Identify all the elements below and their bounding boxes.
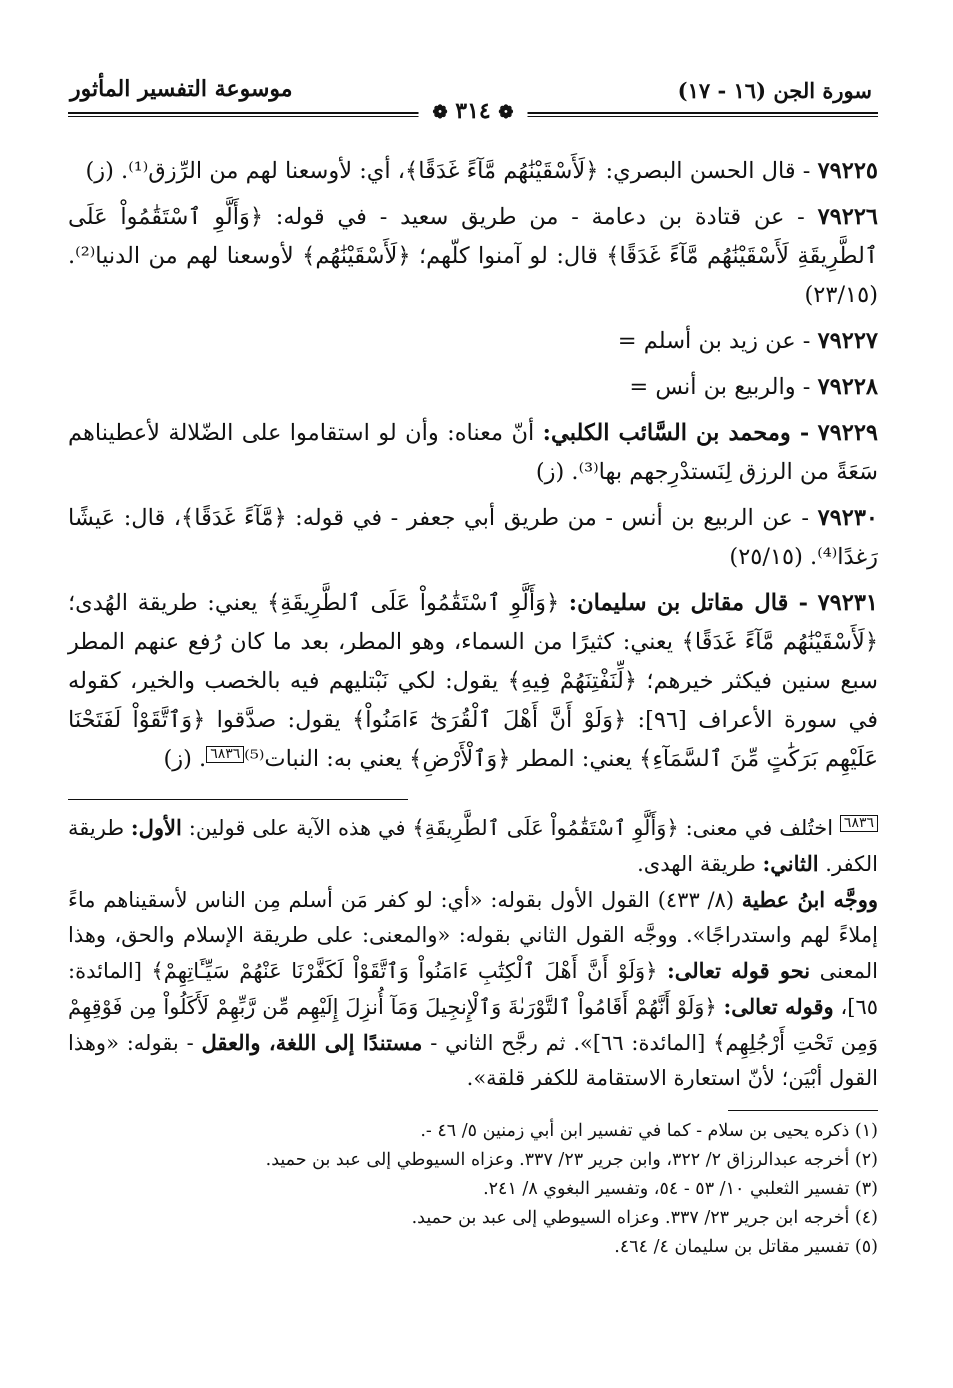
footnote-2: (٢) أخرجه عبدالرزاق ٢/ ٣٢٢، وابن جرير ٢٣/ ٣٣٧. وعزاه السيوطي إلى عبد بن حميد. bbox=[265, 1150, 878, 1170]
note-text: - بقوله: «وهذا القول أبْيَن؛ لأنّ استعارة الاستقامة للكفر قلقة». bbox=[68, 1031, 878, 1090]
ornament-icon: ❁ bbox=[498, 102, 514, 123]
entry-number: ٧٩٢٢٧ bbox=[817, 328, 878, 354]
page-number: ٣١٤ bbox=[455, 98, 491, 124]
note-text: ﴿وَلَوْ أَنَّ أَهْلَ ٱلْكِتَٰبِ ءَامَنُواْ وَٱتَّقَوْاْ لَكَفَّرْنَا عَنْهُمْ سَيِّـَٔاتِهِمْ﴾ [المائدة: ٦٥]، bbox=[68, 959, 878, 1019]
note-label-second: الثاني: bbox=[762, 851, 819, 876]
note-text: ﴿وَلَوْ أَنَّهُمْ أَقَامُواْ ٱلتَّوْرَىٰةَ وَٱلْإِنجِيلَ وَمَآ أُنزِلَ إِلَيْهِم مِّن رَّبِّهِمْ لَأَكَلُواْ مِن فَوْقِهِمْ وَمِن تَحْتِ أَرْجُلِهِم﴾ [المائدة: ٦٦]». ثم رجَّح الثاني - bbox=[68, 995, 878, 1055]
entry-text: - عن زيد بن أسلم = bbox=[617, 328, 811, 354]
note-paragraph-2 bbox=[68, 882, 878, 1096]
narrator-name: - قال مقاتل بن سليمان: bbox=[568, 590, 808, 616]
page-header bbox=[68, 72, 878, 130]
note-bold: وقوله تعالى: bbox=[723, 994, 834, 1019]
footnote-3: (٣) تفسير الثعلبي ١٠/ ٥٣ - ٥٤، وتفسير البغوي ٨/ ٢٤١. bbox=[483, 1179, 878, 1199]
page-number-block bbox=[419, 98, 528, 124]
ornament-icon: ❁ bbox=[432, 102, 448, 123]
note-text: اختُلف في معنى: ﴿وَأَلَّوِ ٱسْتَقَٰمُواْ عَلَى ٱلطَّرِيقَةِ﴾ في هذه الآية على قولين: bbox=[181, 816, 840, 840]
note-text: طريقة الهدى. bbox=[637, 852, 763, 876]
entry-number: ٧٩٢٢٩ bbox=[817, 420, 879, 446]
surah-title: سورة الجن (١٦ - ١٧) bbox=[677, 78, 872, 103]
commentary-note bbox=[68, 810, 878, 1096]
entry-number: ٧٩٢٢٨ bbox=[817, 374, 878, 400]
entry-79231 bbox=[68, 584, 878, 779]
footnote-5: (٥) تفسير مقاتل بن سليمان ٤/ ٤٦٤. bbox=[614, 1237, 878, 1257]
entry-number: ٧٩٢٢٦ bbox=[817, 204, 878, 230]
note-label-first: الأول: bbox=[130, 815, 182, 840]
entry-79225 bbox=[68, 152, 878, 191]
note-bold: مستندًا إلى اللغة، والعقل bbox=[201, 1030, 423, 1055]
entry-text: - عن الربيع بن أنس - من طريق أبي جعفر - في قوله: ﴿مَّآءً غَدَقًا﴾، قال: عَيشًا رَغدًا⁽⁴⁾. (٢٥/١٥) bbox=[68, 505, 878, 570]
note-ref-box: ٦٨٣٦ bbox=[840, 815, 878, 832]
entry-text: - والربيع بن أنس = bbox=[629, 374, 811, 400]
note-text: (٨/ ٤٣٣) القول الأول بقوله: «أي: لو كفر مَن أسلم مِن الناس لأسقيناهم ماءً إملاءً لهم واستدراجًا». ووجَّه القول الثاني بقوله: «والمعنى: على طريقة الإسلام والحق، وهذا المعنى bbox=[68, 888, 878, 983]
entry-79230 bbox=[68, 499, 878, 577]
note-text: طريقة الكفر. bbox=[68, 816, 878, 876]
entry-number: ٧٩٢٢٥ bbox=[817, 158, 878, 184]
narrator-name: - ومحمد بن السَّائب الكلبي: bbox=[542, 420, 810, 446]
entry-79226 bbox=[68, 198, 878, 315]
footnote-separator bbox=[728, 1110, 878, 1111]
entry-text: - عن قتادة بن دعامة - من طريق سعيد - في قوله: ﴿وَأَلَّوِ ٱسْتَقَٰمُواْ عَلَى ٱلطَّرِيقَةِ لَأَسْقَيْنَٰهُم مَّآءً غَدَقًا﴾ قال: لو آمنوا كلّهم؛ ﴿لَأَسْقَيْنَٰهُم﴾ لأوسعنا لهم من الدنيا⁽²⁾. (٢٣/١٥) bbox=[68, 204, 878, 308]
footnote-4: (٤) أخرجه ابن جرير ٢٣/ ٣٣٧. وعزاه السيوطي إلى عبد بن حميد. bbox=[411, 1208, 878, 1228]
entry-text: - قال الحسن البصري: ﴿لَأَسْقَيْنَٰهُم مَّآءً غَدَقًا﴾، أي: لأوسعنا لهم من الرِّزق⁽¹⁾. (ز) bbox=[85, 158, 811, 184]
note-ref-box[interactable]: ٦٨٣٦ bbox=[206, 746, 244, 763]
entry-text: ﴿وَأَلَّوِ ٱسْتَقَٰمُواْ عَلَى ٱلطَّرِيقَةِ﴾ يعني: طريقة الهُدى؛ ﴿لَأَسْقَيْنَٰهُم مَّآءً غَدَقًا﴾ يعني: كثيرًا من السماء، وهو المطر، بعد ما كان رُفع عنهم المطر سبع سنين فيكثر خيرهم؛ ﴿لِّنَفْتِنَهُمْ فِيهِ﴾ يقول: لكي نَبْتليهم فيه بالخصب والخير، كقوله في سورة الأعراف [٩٦]: ﴿وَلَوْ أَنَّ أَهْلَ ٱلْقُرَىٰٓ ءَامَنُواْ﴾ يقول: صدَّقوا ﴿وَٱتَّقَوْاْ لَفَتَحْنَا عَلَيْهِم بَرَكَٰتٍ مِّنَ ٱلسَّمَآءِ﴾ يعني: المطر ﴿وَٱلْأَرْضِ﴾ يعني به: النبات⁽⁵⁾ bbox=[68, 590, 879, 772]
note-bold: نحو قوله تعالى: bbox=[666, 958, 811, 983]
note-separator bbox=[68, 799, 408, 800]
entry-number: ٧٩٢٣٠ bbox=[817, 505, 878, 531]
footnotes bbox=[68, 1117, 878, 1262]
entry-tail: . (ز) bbox=[163, 746, 207, 772]
book-title: موسوعة التفسير المأثور bbox=[70, 76, 293, 102]
footnote-1: (١) ذكره يحيى بن سلام - كما في تفسير ابن أبي زمنين ٥/ ٤٦ -. bbox=[420, 1121, 878, 1141]
entry-79229 bbox=[68, 414, 878, 492]
page bbox=[68, 72, 878, 1262]
note-paragraph-1 bbox=[68, 810, 878, 882]
note-bold: ووجَّه ابنُ عطية bbox=[741, 887, 878, 912]
entry-79227 bbox=[68, 322, 878, 361]
entry-text: أنّ معناه: وأن لو استقاموا على الضّلالة لأعطيناهم سَعَةً من الرزق لِنَستدْرِجهم بها⁽³⁾. (ز) bbox=[68, 420, 878, 485]
entry-number: ٧٩٢٣١ bbox=[817, 590, 879, 616]
entries bbox=[68, 152, 878, 779]
entry-79228 bbox=[68, 368, 878, 407]
